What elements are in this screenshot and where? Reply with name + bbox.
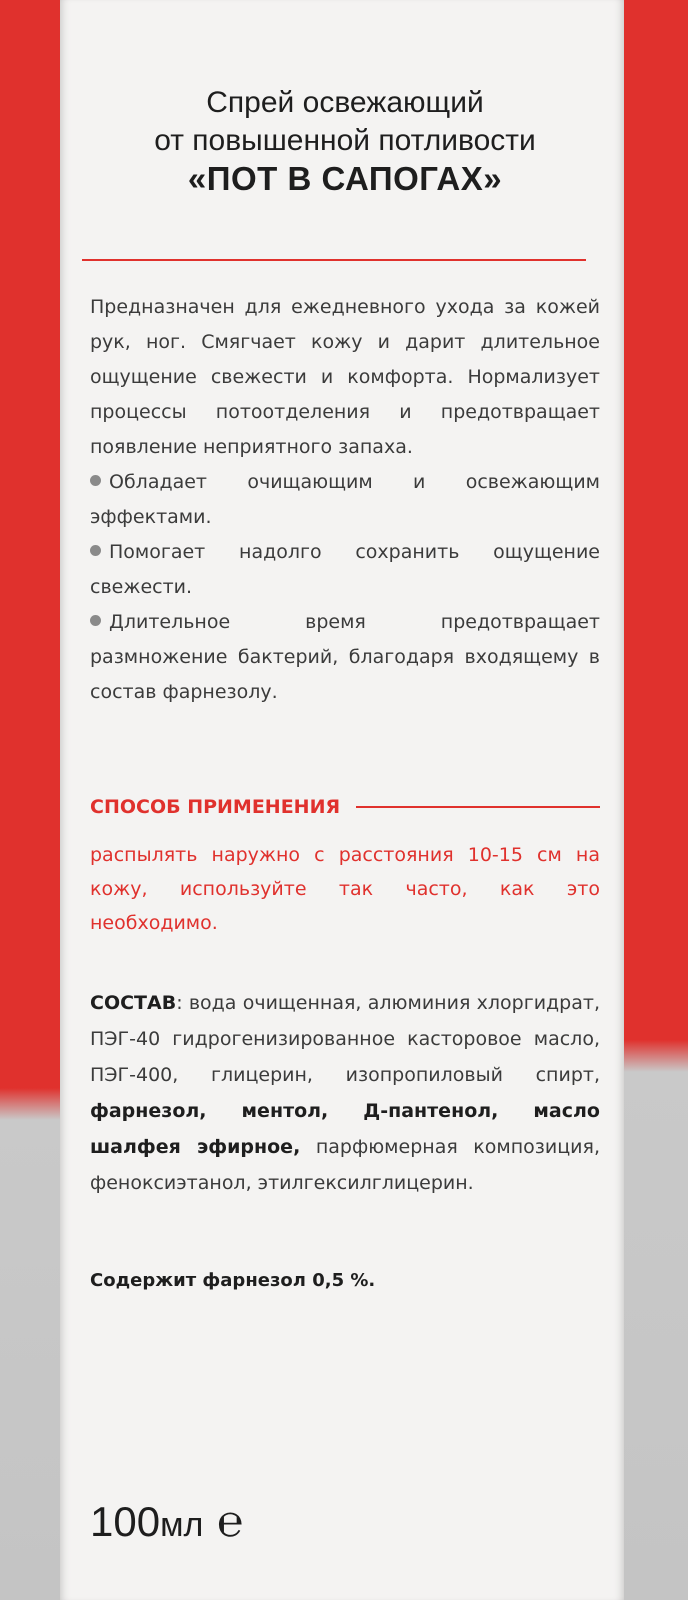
bullet-item [90, 605, 600, 710]
title-line-1: Спрей освежающий [206, 86, 484, 119]
usage-heading-row [90, 792, 600, 822]
composition-label: СОСТАВ [90, 992, 177, 1014]
volume-amount: 100 [90, 1498, 161, 1545]
bullet-dot-icon [90, 475, 101, 486]
bullet-dot-icon [90, 615, 101, 626]
bullet-text: Помогает надолго сохранить ощущение свежести. [90, 541, 600, 598]
composition-bold-part: фарнезол, ментол, Д-пантенол, масло шалфея эфирное, [90, 1100, 600, 1158]
title-divider [82, 259, 586, 261]
composition-part-1: : вода очищенная, алюминия хлоргидрат, ПЭГ-40 гидрогенизированное касторовое масло, ПЭГ-400, глицерин, изопропиловый спирт, [90, 992, 600, 1086]
composition-part-2: парфюмерная композиция, феноксиэтанол, этилгексилглицерин. [90, 1136, 600, 1194]
farnesol-content: Содержит фарнезол 0,5 %. [90, 1270, 376, 1291]
composition-text [90, 985, 600, 1201]
bullet-item [90, 535, 600, 605]
bullet-text: Обладает очищающим и освежающим эффектами. [90, 471, 600, 528]
description-intro: Предназначен для ежедневного ухода за кожей рук, ног. Смягчает кожу и дарит длительное ощущение свежести и комфорта. Нормализует процессы потоотделения и предотвращает появление неприятного запаха. [90, 296, 600, 458]
brand-name: «ПОТ В САПОГАХ» [187, 160, 503, 197]
bullet-item [90, 465, 600, 535]
usage-instructions [90, 838, 600, 940]
red-frame-left [0, 0, 60, 1600]
bullet-dot-icon [90, 545, 101, 556]
composition [90, 985, 600, 1201]
bullet-text: Длительное время предотвращает размножение бактерий, благодаря входящему в состав фарнезолу. [90, 611, 600, 703]
red-frame-right [624, 0, 688, 1600]
label-panel [60, 0, 624, 1600]
title-line-2: от повышенной потливости [154, 124, 536, 157]
description [90, 290, 600, 710]
usage-heading: СПОСОБ ПРИМЕНЕНИЯ [90, 796, 341, 818]
volume [90, 1496, 600, 1547]
usage-text: распылять наружно с расстояния 10-15 см на кожу, используйте так часто, как это необходимо. [90, 844, 600, 934]
volume-unit: мл [160, 1506, 204, 1544]
usage-divider [356, 806, 600, 808]
product-title [90, 84, 600, 198]
estimated-sign-icon: ℮ [216, 1496, 244, 1547]
